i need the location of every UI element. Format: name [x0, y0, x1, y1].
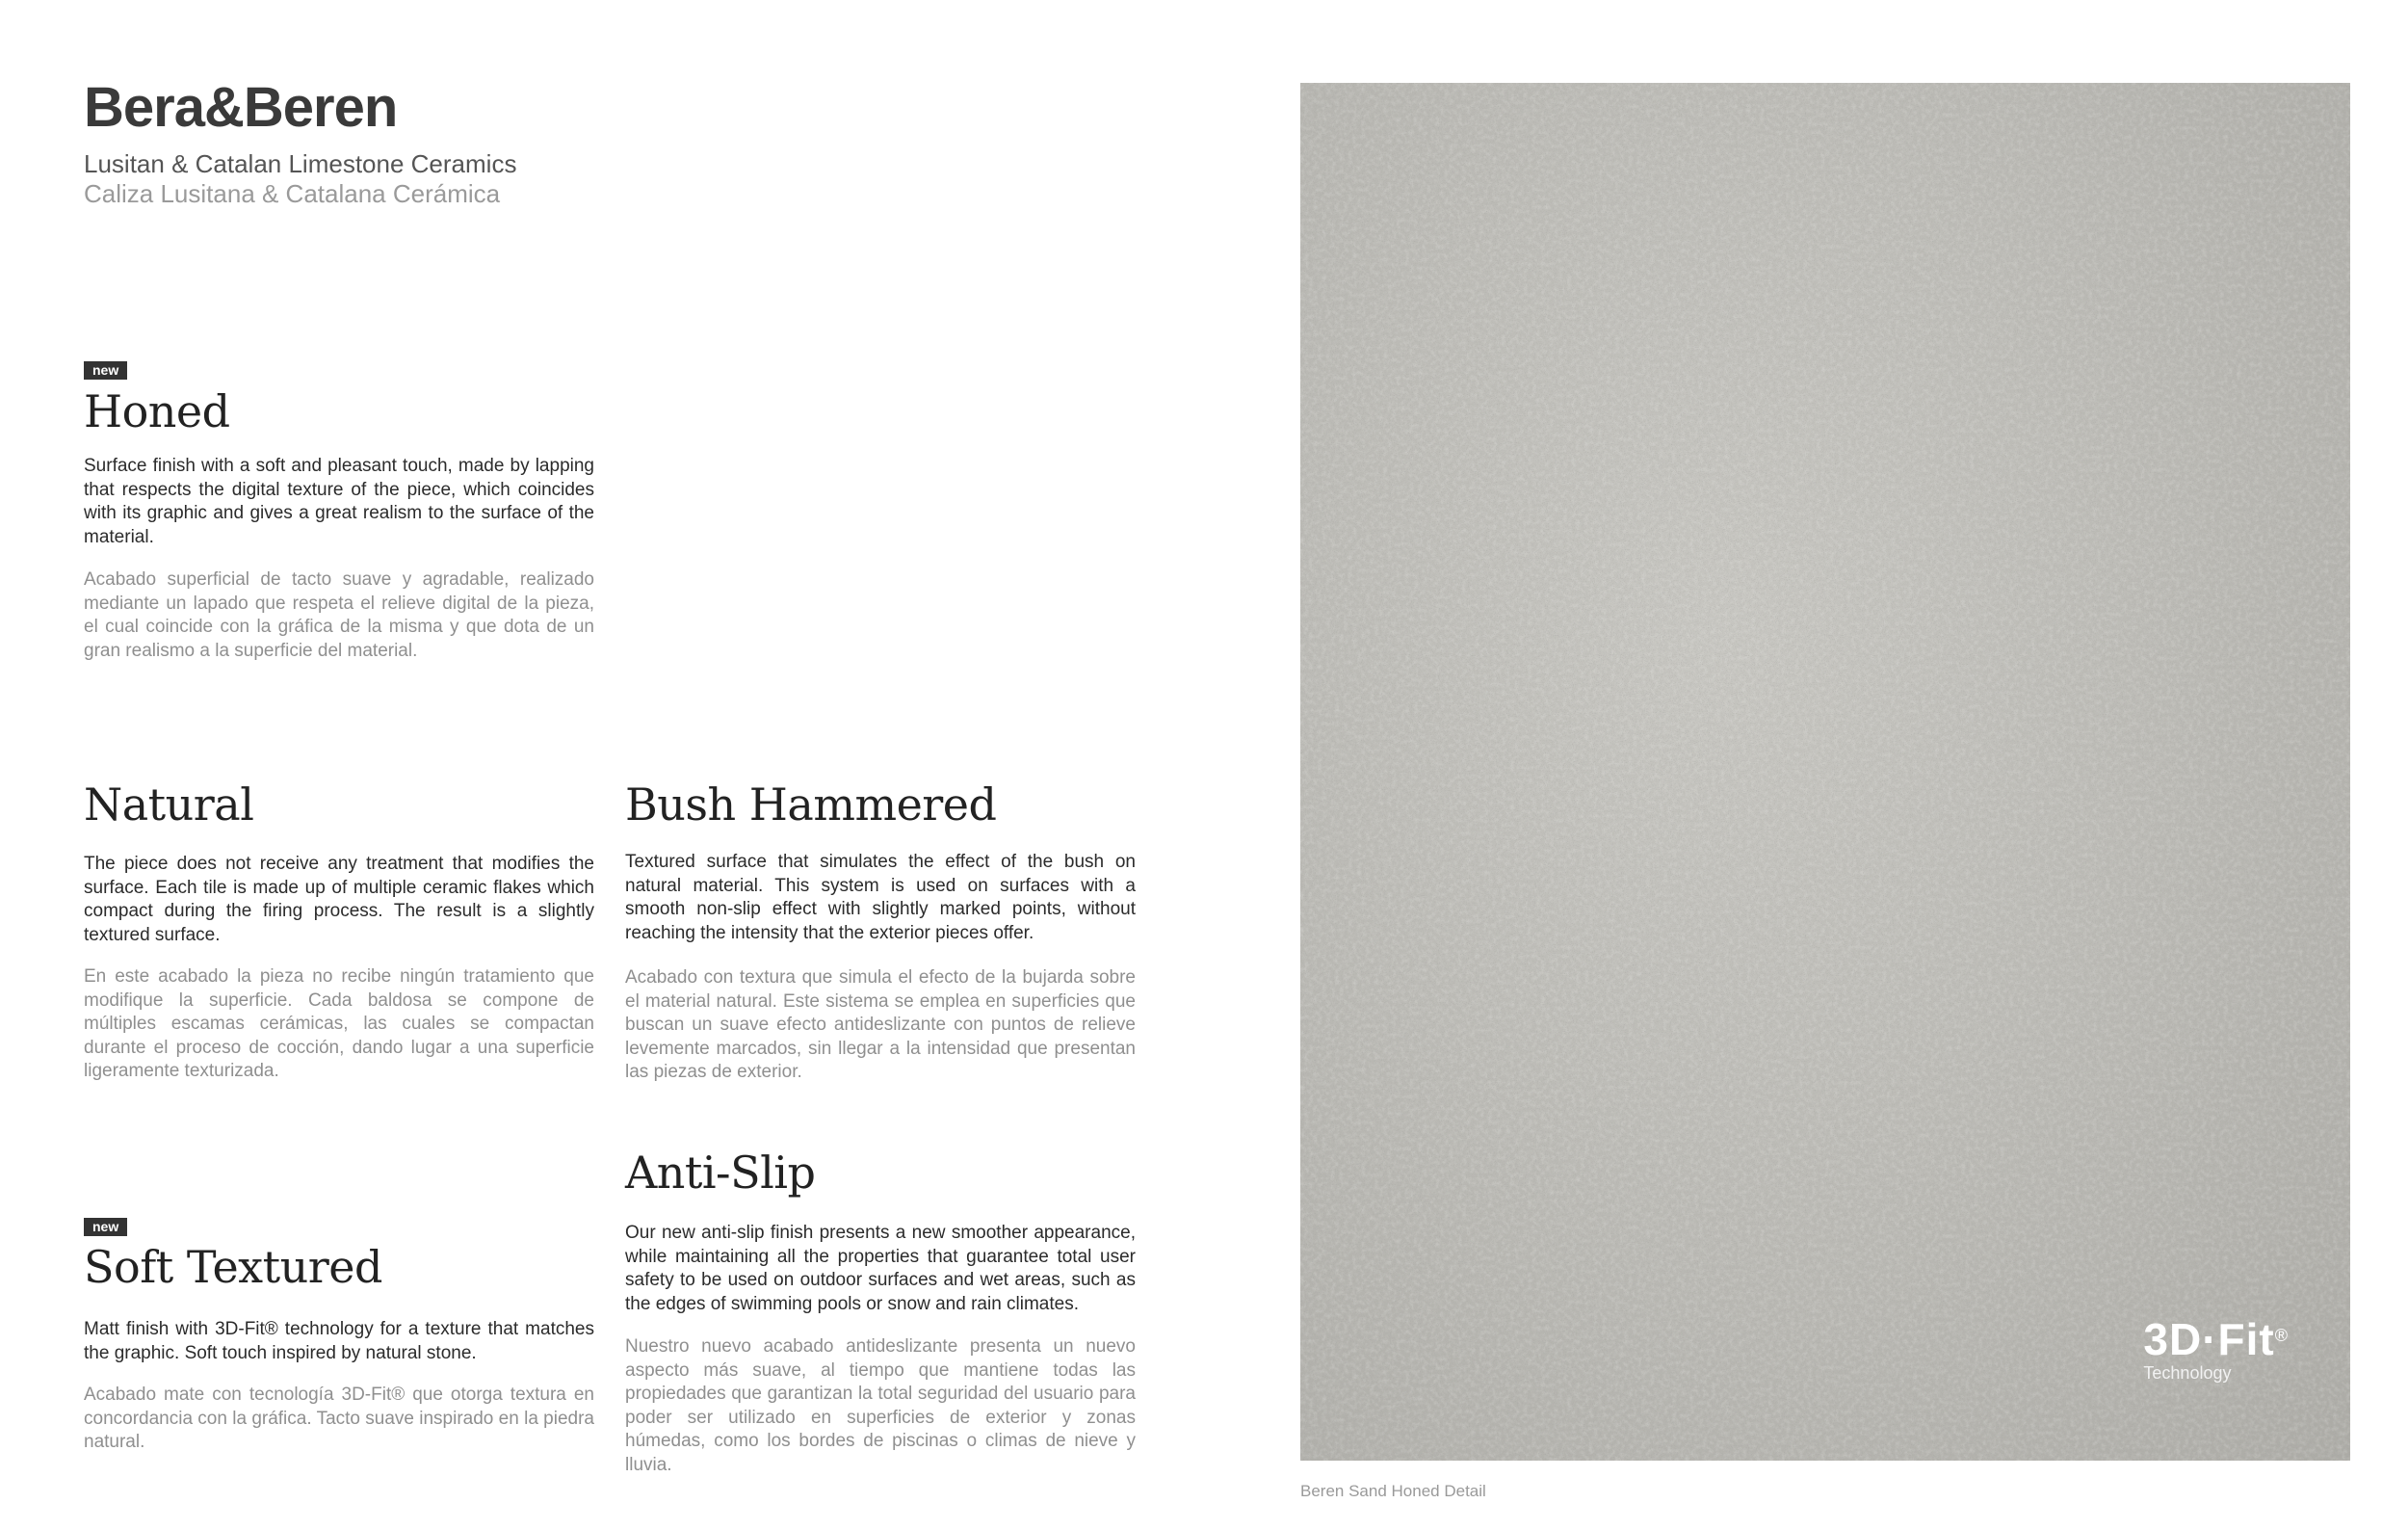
soft-textured-text-en: Matt finish with 3D-Fit® technology for a texture that matches the graphic. Soft touch inspired by natural stone.	[84, 1319, 594, 1363]
anti-slip-text-es: Nuestro nuevo acabado antideslizante presenta un nuevo aspecto más suave, al tiempo que mantiene todas las propiedades que garantizan la total seguridad del usuario para poder ser utilizado en superficies de exterior y zonas húmedas, como los bordes de piscinas o climas de nieve y lluvia.	[625, 1336, 1136, 1475]
3d-fit-logo	[2143, 1314, 2289, 1384]
bush-hammered-text-es: Acabado con textura que simula el efecto de la bujarda sobre el material natural. Este sistema se emplea en superficies que buscan un suave efecto antideslizante con puntos de relieve levemente marcados, sin llegar a la intensidad que presentan las piezas de exterior.	[625, 967, 1136, 1082]
stone-texture-pattern	[1300, 83, 2350, 1461]
registered-mark: ®	[2274, 1326, 2289, 1345]
anti-slip-title: Anti-Slip	[625, 1147, 816, 1199]
brand-title: Bera&Beren	[84, 76, 398, 139]
soft-textured-title: Soft Textured	[84, 1241, 382, 1293]
honed-title: Honed	[84, 385, 230, 437]
3d-fit-technology-label: Technology	[2143, 1363, 2232, 1383]
bush-hammered-title: Bush Hammered	[625, 778, 997, 831]
anti-slip-text-en: Our new anti-slip finish presents a new smoother appearance, while maintaining all the properties that guarantee total user safety to be used on outdoor surfaces and wet areas, such as the edges of swimming pools or snow and rain climates.	[625, 1223, 1136, 1314]
3d-fit-logo-text: 3D·Fit	[2143, 1314, 2275, 1364]
subtitle-spanish: Caliza Lusitana & Catalana Cerámica	[84, 179, 501, 208]
honed-text-en: Surface finish with a soft and pleasant touch, made by lapping that respects the digital texture of the piece, which coincides with its graphic and gives a great realism to the surface of the material.	[84, 456, 594, 547]
bush-hammered-text-en: Textured surface that simulates the effect of the bush on natural material. This system is used on surfaces with a smooth non-slip effect with slightly marked points, without reaching the intensity that the exterior pieces offer.	[625, 852, 1136, 943]
natural-title: Natural	[84, 778, 254, 831]
photo-caption: Beren Sand Honed Detail	[1300, 1482, 1486, 1500]
soft-textured-text-es: Acabado mate con tecnología 3D-Fit® que otorga textura en concordancia con la gráfica. Tacto suave inspirado en la piedra natural.	[84, 1385, 594, 1452]
subtitle-english: Lusitan & Catalan Limestone Ceramics	[84, 149, 517, 178]
honed-text-es: Acabado superficial de tacto suave y agradable, realizado mediante un lapado que respeta el relieve digital de la pieza, el cual coincide con la gráfica de la misma y que dota de un gran realismo a la superficie del material.	[84, 569, 594, 661]
natural-text-en: The piece does not receive any treatment that modifies the surface. Each tile is made up of multiple ceramic flakes which compact during the firing process. The result is a slightly textured surface.	[84, 854, 594, 945]
natural-text-es: En este acabado la pieza no recibe ningún tratamiento que modifique la superficie. Cada baldosa se compone de múltiples escamas cerámicas, las cuales se compactan durante el proceso de cocción, dando lugar a una superficie ligeramente texturizada.	[84, 966, 594, 1081]
new-badge: new	[84, 361, 127, 380]
new-badge: new	[84, 1218, 127, 1236]
stone-texture-photo	[1300, 83, 2350, 1461]
